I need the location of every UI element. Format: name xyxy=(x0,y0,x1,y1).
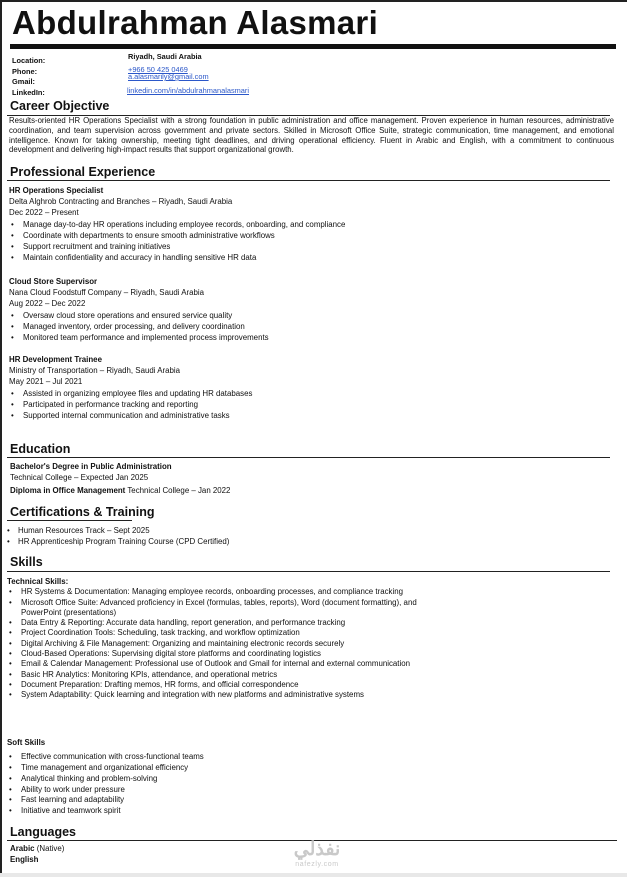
linkedin-link[interactable]: linkedin.com/in/abdulrahmanalasmari xyxy=(127,85,250,95)
list-item: • Fast learning and adaptability xyxy=(7,795,447,806)
location-label: Location: xyxy=(12,56,46,65)
phone-link[interactable]: +966 50 425 0469 xyxy=(128,64,188,74)
experience-rule xyxy=(7,180,610,181)
watermark-arabic: نفذلي xyxy=(293,839,341,860)
job-company: Ministry of Transportation – Riyadh, Saudi Arabia xyxy=(9,366,181,376)
soft-skills-list xyxy=(7,752,447,817)
gmail-label: Gmail: xyxy=(12,77,35,86)
soft-skills-label: Soft Skills xyxy=(7,738,46,747)
contact-linkedin-row xyxy=(12,85,612,99)
gmail-link[interactable]: a.alasmarily@gmail.com xyxy=(128,72,209,81)
job-bullets xyxy=(9,388,609,422)
list-item: • Digital Archiving & File Management: Organizing and maintaining electronic records securely xyxy=(7,639,447,649)
list-item: • Effective communication with cross-functional teams xyxy=(7,752,447,763)
page-edge xyxy=(0,873,627,877)
education-block xyxy=(10,461,610,497)
contact-location-row xyxy=(12,52,612,67)
list-item: • Microsoft Office Suite: Advanced proficiency in Excel (formulas, tables, reports), Word (document formatting), and PowerPoint (presentations) xyxy=(7,598,447,619)
job-bullets xyxy=(9,219,609,264)
degree-detail: Technical College – Expected Jan 2025 xyxy=(10,473,149,483)
technical-skills-label: Technical Skills: xyxy=(7,577,69,586)
list-item: • Data Entry & Reporting: Accurate data handling, report generation, and performance tracking xyxy=(7,618,447,628)
list-item: • Analytical thinking and problem-solving xyxy=(7,774,447,785)
job-role: Cloud Store Supervisor xyxy=(9,277,98,286)
list-item: • Coordinate with departments to ensure smooth administrative workflows xyxy=(9,230,609,241)
diploma-detail: Technical College – Jan 2022 xyxy=(125,486,231,496)
list-item: • Maintain confidentiality and accuracy in handling sensitive HR data xyxy=(9,252,609,263)
job-hr-development-trainee xyxy=(9,354,609,421)
degree-title: Bachelor's Degree in Public Administration xyxy=(10,462,172,471)
list-item: • Initiative and teamwork spirit xyxy=(7,806,447,817)
list-item: • Document Preparation: Drafting memos, HR forms, and official correspondence xyxy=(7,680,447,690)
location-value: Riyadh, Saudi Arabia xyxy=(128,52,202,61)
language-arabic-level: (Native) xyxy=(34,844,65,853)
language-arabic-name: Arabic xyxy=(10,844,35,853)
career-objective-text: Results-oriented HR Operations Specialist with a strong foundation in public administration and office management. Proven experience in human resources, administrative coordination, and team supervision across government and private sectors. Skilled in Microsoft Office Suite, strategic communication, time management, and emotional intelligence. Known for taking ownership, meeting tight deadlines, and driving operational efficiency. Fluent in Arabic and English, with a commitment to continuous development and delivering high-impact results that support organizational growth. xyxy=(9,116,614,155)
soft-skills-block xyxy=(7,737,447,817)
job-role: HR Development Trainee xyxy=(9,355,102,364)
list-item: • Supported internal communication and administrative tasks xyxy=(9,410,609,421)
education-rule xyxy=(7,457,610,458)
contact-block xyxy=(12,52,612,98)
technical-skills-list xyxy=(7,587,447,700)
list-item: • Project Coordination Tools: Scheduling, task tracking, and workflow optimization xyxy=(7,628,447,638)
certifications-heading: Certifications & Training xyxy=(10,505,155,519)
linkedin-label: LinkedIn: xyxy=(12,87,45,97)
job-dates: Aug 2022 – Dec 2022 xyxy=(9,299,86,309)
candidate-name: Abdulrahman Alasmari xyxy=(12,4,379,41)
list-item: • Basic HR Analytics: Monitoring KPIs, attendance, and operational metrics xyxy=(7,670,447,680)
job-company: Delta Alghrob Contracting and Branches – Riyadh, Saudi Arabia xyxy=(9,197,233,207)
list-item: • Cloud-Based Operations: Supervising digital store platforms and coordinating logistics xyxy=(7,649,447,659)
skills-heading: Skills xyxy=(10,555,43,569)
job-hr-operations-specialist xyxy=(9,185,609,263)
watermark xyxy=(276,840,358,869)
diploma-title: Diploma in Office Management xyxy=(10,486,126,496)
job-cloud-store-supervisor xyxy=(9,276,609,343)
list-item: • HR Apprenticeship Program Training Course (CPD Certified) xyxy=(8,536,608,547)
job-role: HR Operations Specialist xyxy=(9,186,104,195)
certifications-block xyxy=(8,525,608,547)
list-item: • Assisted in organizing employee files and updating HR databases xyxy=(9,388,609,399)
list-item: • Time management and organizational efficiency xyxy=(7,763,447,774)
job-dates: May 2021 – Jul 2021 xyxy=(9,377,83,387)
education-heading: Education xyxy=(10,442,71,456)
job-dates: Dec 2022 – Present xyxy=(9,208,79,218)
job-bullets xyxy=(9,310,609,344)
skills-rule xyxy=(7,571,610,572)
list-item: • Manage day-to-day HR operations including employee records, onboarding, and compliance xyxy=(9,219,609,230)
list-item: • HR Systems & Documentation: Managing employee records, onboarding processes, and compliance tracking xyxy=(7,587,447,597)
language-english: English xyxy=(10,855,39,865)
watermark-latin: nafezly.com xyxy=(295,861,339,868)
list-item: • Human Resources Track – Sept 2025 xyxy=(8,525,608,536)
list-item: • Participated in performance tracking and reporting xyxy=(9,399,609,410)
list-item: • Support recruitment and training initiatives xyxy=(9,241,609,252)
career-objective-heading: Career Objective xyxy=(10,99,110,113)
list-item: • Ability to work under pressure xyxy=(7,785,447,796)
certifications-rule xyxy=(7,520,132,521)
certifications-list xyxy=(8,525,608,547)
name-underline xyxy=(10,44,616,49)
list-item: • Monitored team performance and implemented process improvements xyxy=(9,332,609,343)
technical-skills-block xyxy=(7,576,447,700)
list-item: • Managed inventory, order processing, and delivery coordination xyxy=(9,321,609,332)
contact-phone-row xyxy=(12,64,612,78)
list-item: • System Adaptability: Quick learning and integration with new platforms and administrative systems xyxy=(7,690,447,700)
list-item: • Email & Calendar Management: Professional use of Outlook and Gmail for internal and external communication xyxy=(7,659,447,669)
languages-heading: Languages xyxy=(10,825,76,839)
phone-label: Phone: xyxy=(12,66,38,76)
contact-gmail-row xyxy=(12,72,612,88)
diploma-line xyxy=(10,485,610,496)
job-company: Nana Cloud Foodstuff Company – Riyadh, Saudi Arabia xyxy=(9,288,205,298)
list-item: • Oversaw cloud store operations and ensured service quality xyxy=(9,310,609,321)
experience-heading: Professional Experience xyxy=(10,165,156,179)
